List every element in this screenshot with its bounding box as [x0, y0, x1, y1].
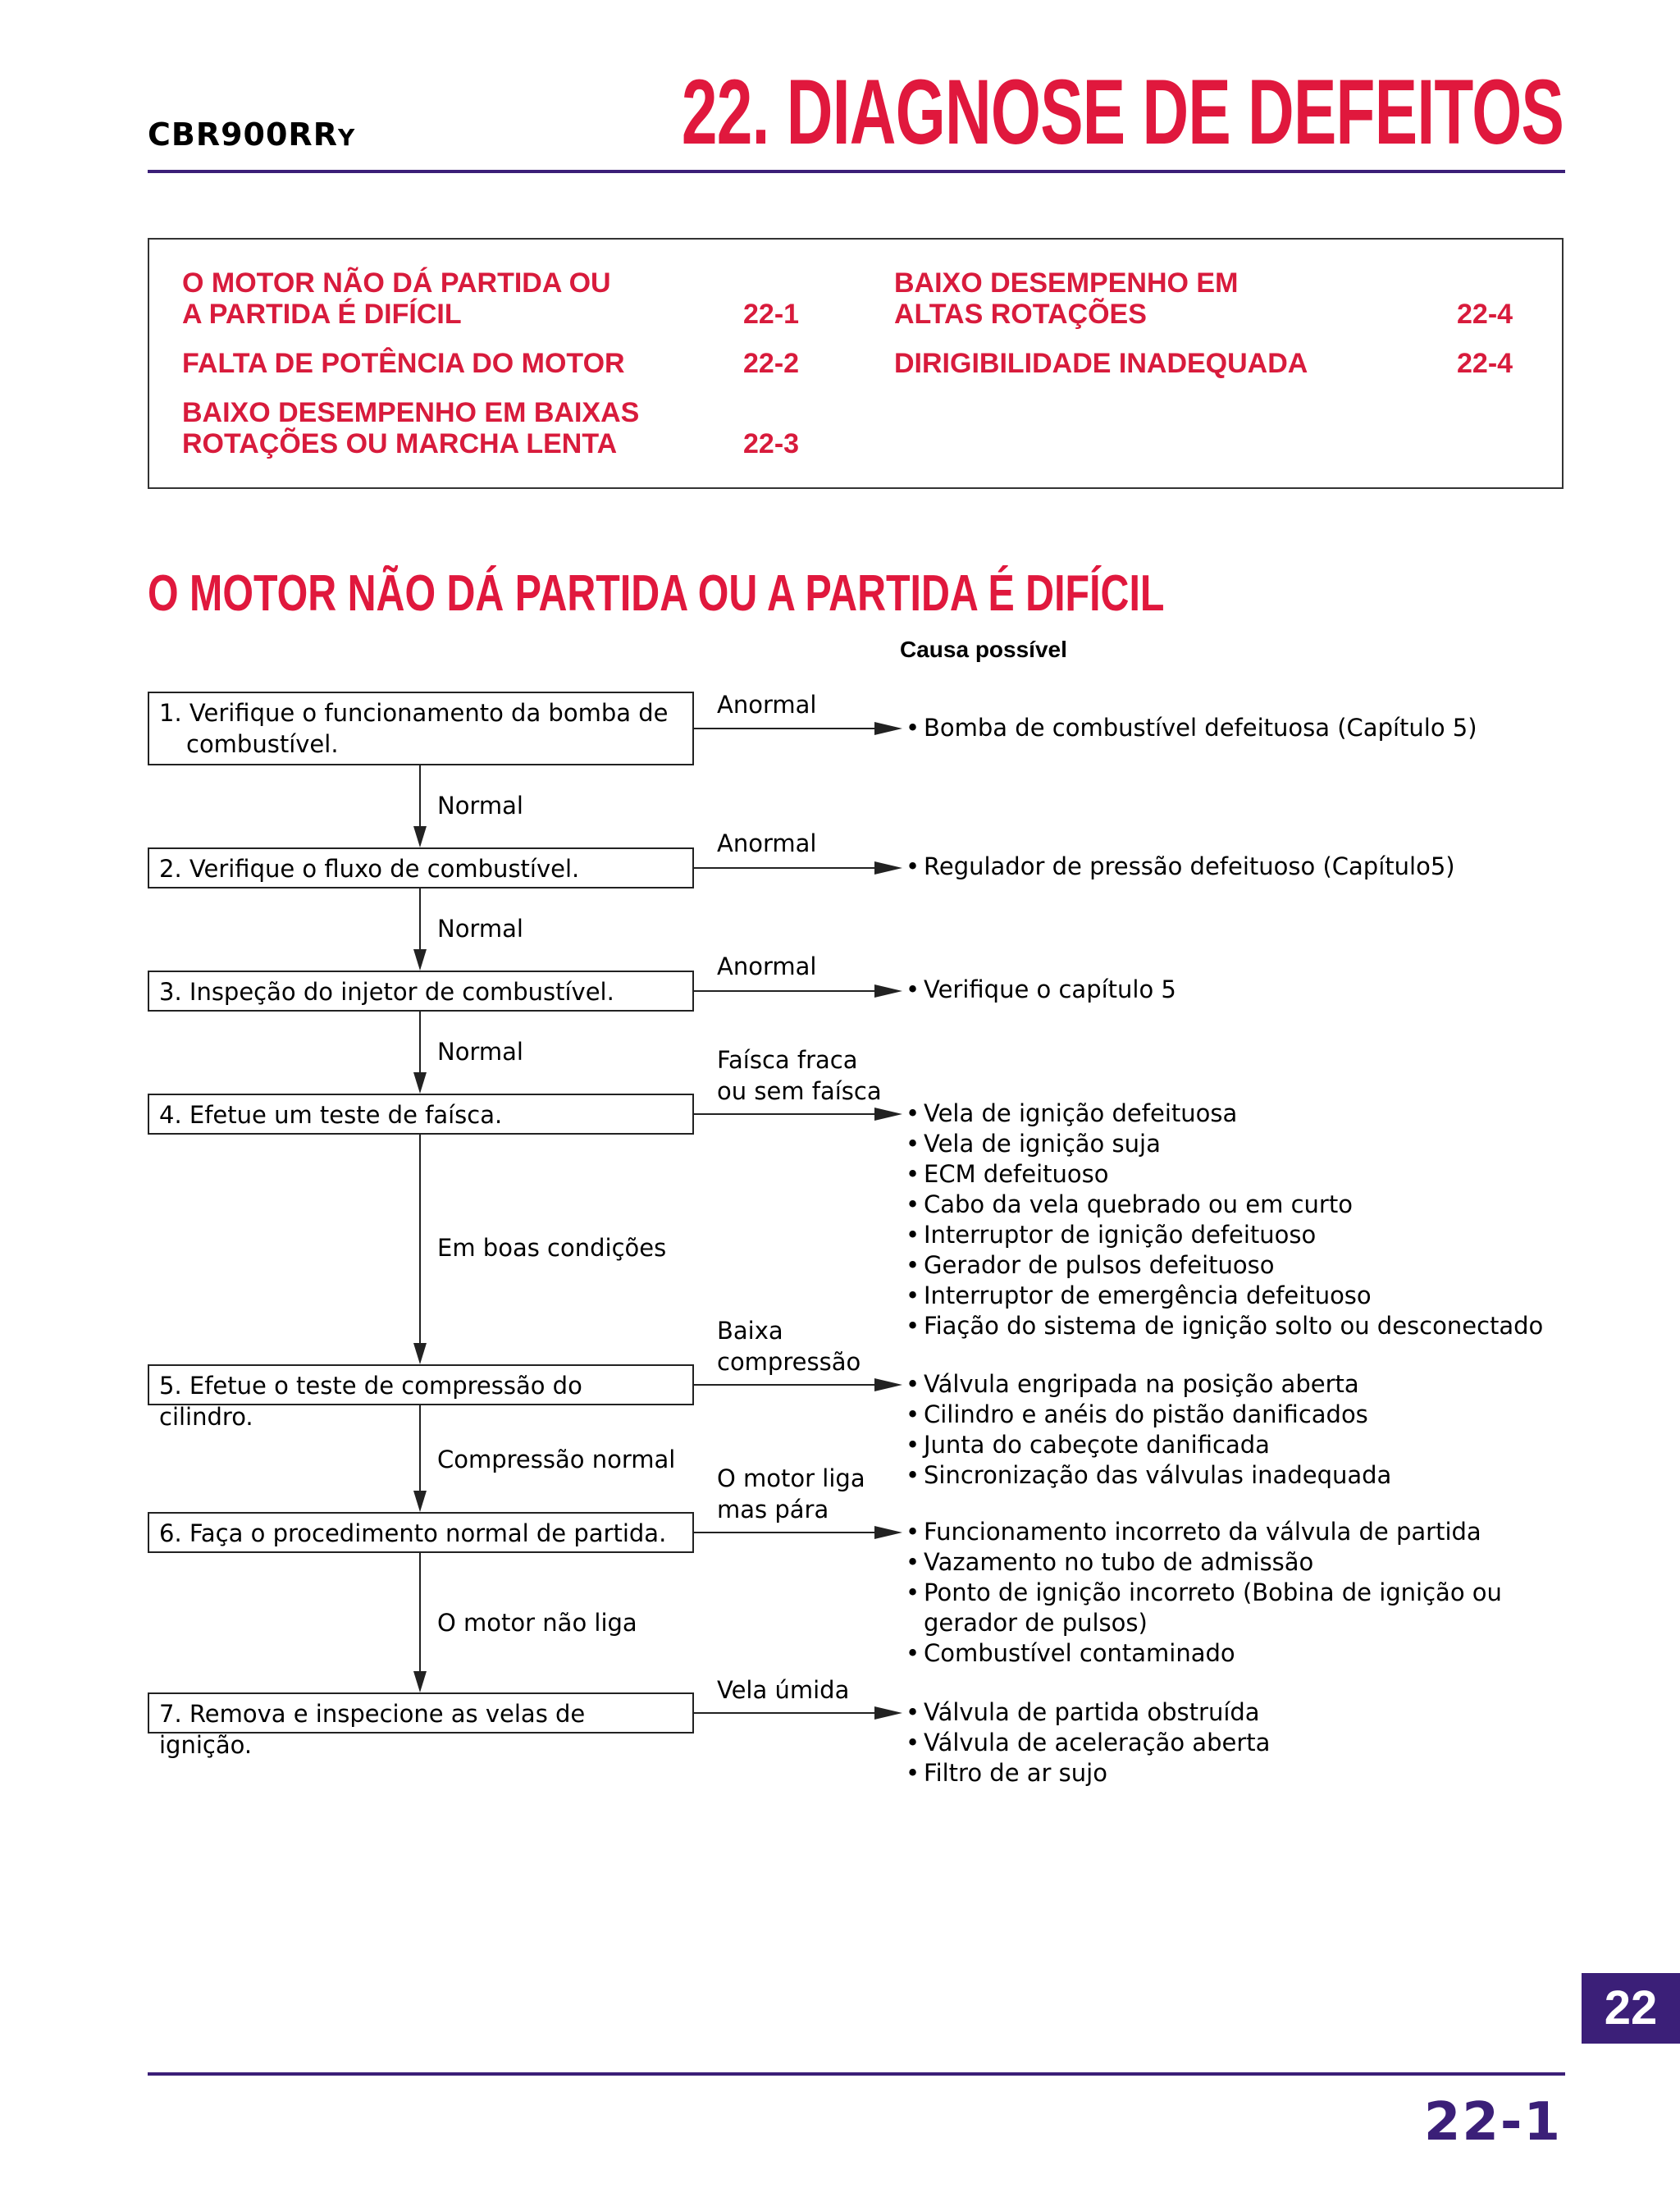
connector-down-2 [419, 888, 421, 949]
toc-item-1[interactable]: O MOTOR NÃO DÁ PARTIDA OU A PARTIDA É DIFÍCIL [182, 267, 611, 330]
arrow-down-2 [413, 949, 427, 971]
cause-item: • Cilindro e anéis do pistão danificados [906, 1400, 1391, 1430]
branch-label-6: O motor liga mas pára [717, 1464, 865, 1523]
cause-item: • Interruptor de ignição defeituoso [906, 1220, 1543, 1250]
cause-list-7 [906, 1697, 1270, 1788]
cause-list-4 [906, 1099, 1543, 1341]
down-label-6: O motor não liga [437, 1609, 637, 1637]
cause-header: Causa possível [900, 637, 1067, 662]
cause-item: • Funcionamento incorreto da válvula de partida [906, 1517, 1514, 1547]
cause-item: • Vazamento no tubo de admissão [906, 1547, 1514, 1578]
arrow-down-6 [413, 1671, 427, 1692]
connector-right-2 [694, 867, 874, 869]
page-number: 22-1 [1423, 2092, 1562, 2153]
cause-item: • Válvula de partida obstruída [906, 1697, 1270, 1728]
cause-item: • Bomba de combustível defeituosa (Capítulo 5) [906, 713, 1477, 743]
branch-label-2: Anormal [717, 829, 817, 857]
connector-down-1 [419, 765, 421, 826]
down-label-5: Compressão normal [437, 1446, 676, 1473]
arrow-down-1 [413, 826, 427, 847]
connector-down-6 [419, 1553, 421, 1671]
branch-label-5: Baixa compressão [717, 1317, 861, 1376]
cause-item: • Combustível contaminado [906, 1638, 1514, 1669]
chapter-title: 22. DIAGNOSE DE DEFEITOS [681, 61, 1564, 163]
cause-list-5 [906, 1369, 1391, 1491]
flow-step-7: 7. Remova e inspecione as velas de ignição. [148, 1692, 694, 1733]
branch-label-4: Faísca fraca ou sem faísca [717, 1046, 882, 1105]
cause-item: • Vela de ignição defeituosa [906, 1099, 1543, 1129]
cause-item: • Cabo da vela quebrado ou em curto [906, 1190, 1543, 1220]
cause-item: • Filtro de ar sujo [906, 1758, 1270, 1788]
cause-item: • Ponto de ignição incorreto (Bobina de ignição ou gerador de pulsos) [906, 1578, 1514, 1638]
section-title: O MOTOR NÃO DÁ PARTIDA OU A PARTIDA É DIFÍCIL [148, 565, 1165, 622]
arrow-down-3 [413, 1072, 427, 1094]
connector-right-6 [694, 1532, 874, 1533]
branch-label-3: Anormal [717, 952, 817, 980]
arrow-right-6 [874, 1526, 902, 1539]
arrow-right-2 [874, 861, 902, 875]
connector-right-7 [694, 1712, 874, 1714]
toc-item-2[interactable]: FALTA DE POTÊNCIA DO MOTOR [182, 348, 625, 379]
connector-right-4 [694, 1113, 874, 1115]
toc-page-4: 22-4 [1457, 299, 1513, 330]
arrow-right-4 [874, 1108, 902, 1121]
cause-list-6 [906, 1517, 1514, 1669]
model-name [148, 116, 355, 153]
model-code: CBR900RR [148, 116, 338, 153]
arrow-right-5 [874, 1378, 902, 1391]
cause-item: • Regulador de pressão defeituoso (Capítulo5) [906, 852, 1455, 882]
cause-list-2 [906, 852, 1455, 882]
down-label-3: Normal [437, 1038, 523, 1066]
cause-list-1 [906, 713, 1477, 743]
connector-down-3 [419, 1012, 421, 1072]
toc-item-4[interactable]: BAIXO DESEMPENHO EM ALTAS ROTAÇÕES [894, 267, 1239, 330]
flow-step-5: 5. Efetue o teste de compressão do cilindro. [148, 1364, 694, 1405]
arrow-right-7 [874, 1706, 902, 1720]
arrow-down-4 [413, 1343, 427, 1364]
cause-list-3 [906, 975, 1176, 1005]
toc-item-5[interactable]: DIRIGIBILIDADE INADEQUADA [894, 348, 1308, 379]
flow-step-3: 3. Inspeção do injetor de combustível. [148, 971, 694, 1012]
down-label-2: Normal [437, 915, 523, 943]
toc-page-1: 22-1 [743, 299, 800, 330]
arrow-right-1 [874, 722, 902, 735]
flow-step-1: 1. Verifique o funcionamento da bomba de combustível. [148, 692, 694, 765]
cause-item: • ECM defeituoso [906, 1159, 1543, 1190]
arrow-right-3 [874, 984, 902, 998]
toc-item-3[interactable]: BAIXO DESEMPENHO EM BAIXAS ROTAÇÕES OU MARCHA LENTA [182, 397, 640, 459]
down-label-1: Normal [437, 792, 523, 820]
cause-item: • Interruptor de emergência defeituoso [906, 1281, 1543, 1311]
flow-step-4: 4. Efetue um teste de faísca. [148, 1094, 694, 1135]
header-rule [148, 170, 1565, 173]
cause-item: • Gerador de pulsos defeituoso [906, 1250, 1543, 1281]
cause-item: • Fiação do sistema de ignição solto ou desconectado [906, 1311, 1543, 1341]
connector-right-3 [694, 990, 874, 992]
cause-item: • Válvula engripada na posição aberta [906, 1369, 1391, 1400]
connector-down-4 [419, 1135, 421, 1343]
flow-step-6: 6. Faça o procedimento normal de partida. [148, 1512, 694, 1553]
toc-page-2: 22-2 [743, 348, 800, 379]
toc-page-5: 22-4 [1457, 348, 1513, 379]
cause-item: • Verifique o capítulo 5 [906, 975, 1176, 1005]
arrow-down-5 [413, 1491, 427, 1512]
toc-page-3: 22-3 [743, 428, 800, 459]
cause-item: • Sincronização das válvulas inadequada [906, 1460, 1391, 1491]
branch-label-1: Anormal [717, 691, 817, 719]
connector-right-1 [694, 728, 874, 729]
chapter-tab[interactable]: 22 [1582, 1973, 1680, 2044]
model-suffix: Y [337, 124, 356, 151]
cause-item: • Válvula de aceleração aberta [906, 1728, 1270, 1758]
cause-item: • Junta do cabeçote danificada [906, 1430, 1391, 1460]
flow-step-2: 2. Verifique o fluxo de combustível. [148, 847, 694, 888]
down-label-4: Em boas condições [437, 1234, 667, 1262]
connector-right-5 [694, 1384, 874, 1386]
connector-down-5 [419, 1405, 421, 1491]
branch-label-7: Vela úmida [717, 1676, 850, 1704]
footer-rule [148, 2072, 1565, 2076]
cause-item: • Vela de ignição suja [906, 1129, 1543, 1159]
